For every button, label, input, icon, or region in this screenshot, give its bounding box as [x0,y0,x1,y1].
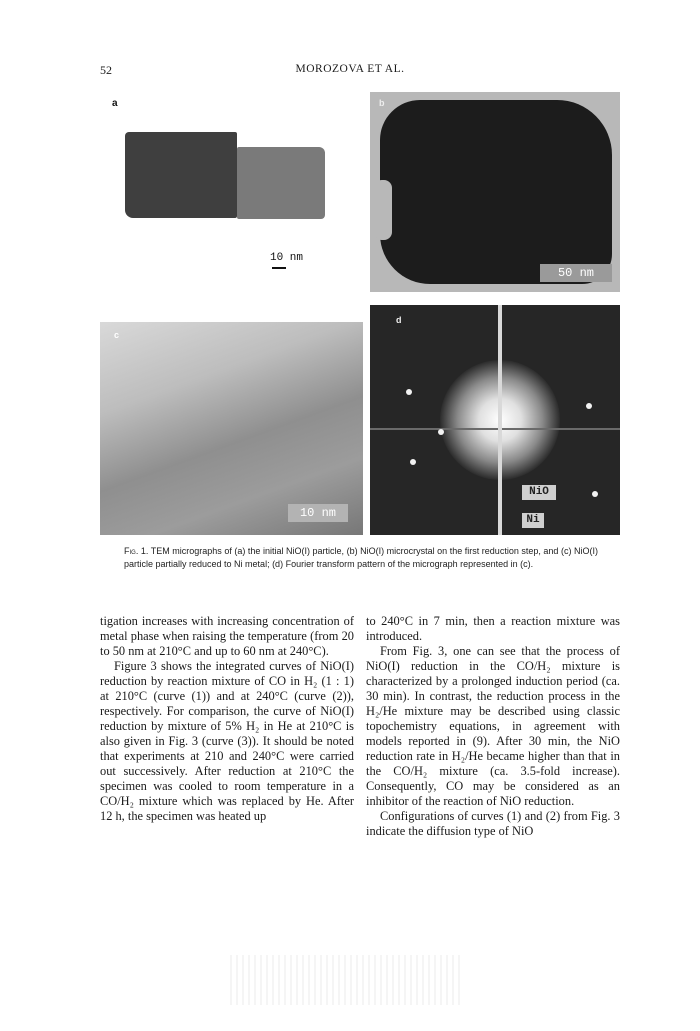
body-column-left [100,614,354,824]
paragraph: to 240°C in 7 min, then a reaction mixture was introduced. [366,614,620,643]
figure-caption [124,545,598,570]
scale-bar-a [272,267,286,269]
paragraph: Configurations of curves (1) and (2) from Fig. 3 indicate the diffusion type of NiO [366,809,620,838]
fft-reflection [406,389,412,395]
tag-ni: Ni [522,513,544,528]
scale-bar-label-a: 10 nm [270,252,304,264]
crystal-edge-notch [374,180,392,240]
nio-particle-dark [125,132,237,218]
body-column-right [366,614,620,839]
nio-microcrystal [380,100,612,284]
scale-bar-label-c: 10 nm [288,504,348,522]
page-number: 52 [100,63,112,77]
paragraph: tigation increases with increasing concentration of metal phase when raising the temperature (from 20 to 50 nm at 210°C and up to 60 nm at 240°C). [100,614,354,658]
fft-vertical-streak [498,305,502,535]
fft-reflection [438,429,444,435]
running-head: MOROZOVA ET AL. [295,63,405,75]
panel-label-d: d [396,315,402,325]
figure-panel-d [370,305,620,535]
panel-label-a: a [112,98,118,109]
caption-text: TEM micrographs of (a) the initial NiO(I) particle, (b) NiO(I) microcrystal on the first reduction step, and (c) NiO(I) particle partially reduced to Ni metal; (d) Fourier transform pattern of the micrograph represented in (c). [124,546,598,569]
figure-panel-b [370,92,620,292]
caption-label: Fig. 1. [124,546,149,556]
bleed-through-artifact [230,955,460,1005]
scale-bar-label-b: 50 nm [540,264,612,282]
paragraph: Figure 3 shows the integrated curves of NiO(I) reduction by reaction mixture of CO in H₂ (1 : 1) at 210°C (curve (1)) and at 240°C (curve (2)), respectively. For comparison, the curve of NiO(I) reduction by mixture of 5% H₂ in He at 210°C is also given in Fig. 3 (curve (3)). It should be noted that experiments at 210 and 240°C were carried out successively. After reduction at 210°C the specimen was cooled to room temperature in a CO/H₂ mixture which was replaced by He. After 12 h, the specimen was heated up [100,659,354,823]
figure-panel-a [100,92,363,292]
nio-particle-light [237,147,325,219]
fft-horizontal-streak [370,428,620,430]
fft-reflection [586,403,592,409]
tag-nio: NiO [522,485,556,500]
paragraph: From Fig. 3, one can see that the process of NiO(I) reduction in the CO/H₂ mixture is characterized by a prolonged induction period (ca. 30 min). In contrast, the reduction process in the H₂/He mixture may be described using classic topochemistry equations, in agreement with models reported in (9). After 30 min, the NiO reduction rate in H₂/He became higher than that in the CO/H₂ mixture (ca. 3.5-fold increase). Consequently, CO may be considered as an inhibitor of the reaction of NiO reduction. [366,644,620,808]
figure-panel-c [100,322,363,535]
panel-label-b: b [379,98,385,108]
panel-label-c: c [114,330,120,340]
fft-reflection [410,459,416,465]
fft-reflection [592,491,598,497]
